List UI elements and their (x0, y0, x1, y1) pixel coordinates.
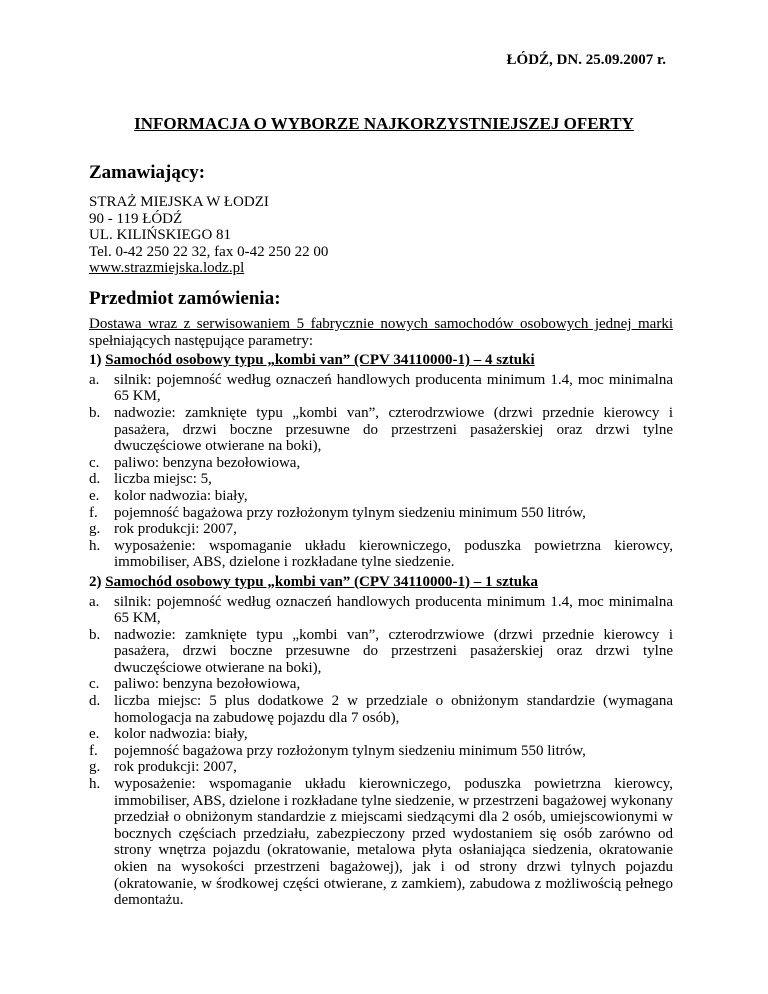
item-letter: g. (89, 759, 101, 776)
item-text: pojemność bagażowa przy rozłożonym tylnym siedzeniu minimum 550 litrów, (114, 742, 586, 759)
item-letter: c. (89, 676, 100, 693)
address-line-postal: 90 - 119 ŁÓDŹ (89, 210, 183, 227)
item-text: paliwo: benzyna bezołowiowa, (114, 454, 301, 471)
zamawiajacy-heading: Zamawiający: (89, 162, 206, 183)
list-item (89, 759, 673, 776)
list-item (89, 776, 673, 909)
item-text: pojemność bagażowa przy rozłożonym tylnym siedzeniu minimum 550 litrów, (114, 504, 586, 521)
document-title: INFORMACJA O WYBORZE NAJKORZYSTNIEJSZEJ OFERTY (134, 114, 634, 133)
list-item (89, 505, 673, 522)
list-item (89, 372, 673, 405)
item-letter: h. (89, 537, 101, 554)
section-1-heading (89, 352, 673, 369)
list-item (89, 471, 673, 488)
item-text: liczba miejsc: 5 plus dodatkowe 2 w przedziale o obniżonym standardzie (wymagana homologacja na zabudowę pojazdu dla 7 osób), (114, 693, 673, 726)
section-number: 1) (89, 352, 102, 369)
item-letter: f. (89, 504, 98, 521)
item-letter: d. (89, 693, 101, 710)
item-letter: a. (89, 371, 100, 388)
item-letter: b. (89, 626, 101, 643)
item-text: silnik: pojemność według oznaczeń handlowych producenta minimum 1.4, moc minimalna 65 KM, (114, 371, 673, 405)
section-title: Samochód osobowy typu „kombi van” (CPV 34110000-1) – 1 sztuka (105, 573, 538, 590)
address-line-street: UL. KILIŃSKIEGO 81 (89, 227, 232, 244)
item-text: silnik: pojemność według oznaczeń handlowych producenta minimum 1.4, moc minimalna 65 KM, (114, 593, 673, 627)
item-letter: f. (89, 742, 98, 759)
list-item (89, 726, 673, 743)
item-text: nadwozie: zamknięte typu „kombi van”, czterodrzwiowe (drzwi przednie kierowcy i pasażera, drzwi boczne przesuwne do przestrzeni pasażerskiej oraz drzwi tylne dwuczęściowe otwierane na boki), (114, 626, 673, 676)
item-text: nadwozie: zamknięte typu „kombi van”, czterodrzwiowe (drzwi przednie kierowcy i pasażera, drzwi boczne przesuwne do przestrzeni pasażerskiej oraz drzwi tylne dwuczęściowe otwierane na boki), (114, 404, 673, 455)
list-item (89, 488, 673, 505)
item-text: kolor nadwozia: biały, (114, 487, 248, 504)
section-number: 2) (89, 573, 102, 590)
item-letter: e. (89, 487, 100, 504)
item-text: liczba miejsc: 5, (114, 471, 212, 488)
section-2-list (89, 594, 673, 909)
item-text: wyposażenie: wspomaganie układu kierowniczego, poduszka powietrzna kierowcy, immobiliser, ABS, dzielone i rozkładane tylne siedzenie, w przestrzeni bagażowej wykonany przedział o obniżonym standardzie z miejscami siedzącymi dla 2 osób, umiejscowionymi w bocznych częściach przedziału, zabezpieczony przed wydostaniem się osób zarówno od strony wnętrza pojazdu (okratowanie, metalowa płyta osłaniająca siedzenia, okratowanie okien na wysokości przestrzeni bagażowej), jak i od strony drzwi tylnych pojazdu (okratowanie, w środkowej części otwierane, z zamkiem), zabudowa z możliwością pełnego demontażu. (114, 776, 673, 909)
address-line-phone: Tel. 0-42 250 22 32, fax 0-42 250 22 00 (89, 243, 329, 260)
section-2-heading (89, 574, 673, 591)
item-letter: e. (89, 726, 100, 743)
item-text: paliwo: benzyna bezołowiowa, (114, 676, 301, 693)
address-line-name: STRAŻ MIEJSKA W ŁODZI (89, 194, 269, 210)
section-title: Samochód osobowy typu „kombi van” (CPV 34110000-1) – 4 sztuki (105, 352, 535, 369)
item-text: wyposażenie: wspomaganie układu kierowniczego, poduszka powietrzna kierowcy, immobiliser, ABS, dzielone i rozkładane tylne siedzenie. (114, 537, 673, 571)
contracting-authority-address (89, 194, 328, 277)
order-subject-body (89, 316, 673, 909)
item-letter: a. (89, 593, 100, 610)
section-1-list (89, 372, 673, 571)
list-item (89, 743, 673, 760)
order-intro (89, 316, 673, 349)
order-intro-rest: spełniających następujące parametry: (89, 332, 314, 349)
list-item (89, 693, 673, 726)
document-date: ŁÓDŹ, DN. 25.09.2007 r. (506, 52, 666, 68)
item-letter: c. (89, 454, 100, 471)
list-item (89, 455, 673, 472)
przedmiot-heading: Przedmiot zamówienia: (89, 288, 281, 309)
item-text: rok produkcji: 2007, (114, 521, 237, 538)
list-item (89, 521, 673, 538)
item-letter: g. (89, 521, 101, 538)
item-letter: b. (89, 404, 101, 421)
list-item (89, 538, 673, 571)
list-item (89, 627, 673, 677)
item-text: kolor nadwozia: biały, (114, 726, 248, 743)
item-letter: d. (89, 471, 101, 488)
list-item (89, 594, 673, 627)
item-letter: h. (89, 776, 101, 793)
list-item (89, 676, 673, 693)
website-link[interactable]: www.strazmiejska.lodz.pl (89, 260, 245, 277)
item-text: rok produkcji: 2007, (114, 759, 237, 776)
list-item (89, 405, 673, 455)
order-intro-underlined: Dostawa wraz z serwisowaniem 5 fabrycznie nowych samochodów osobowych jednej marki (89, 316, 673, 332)
